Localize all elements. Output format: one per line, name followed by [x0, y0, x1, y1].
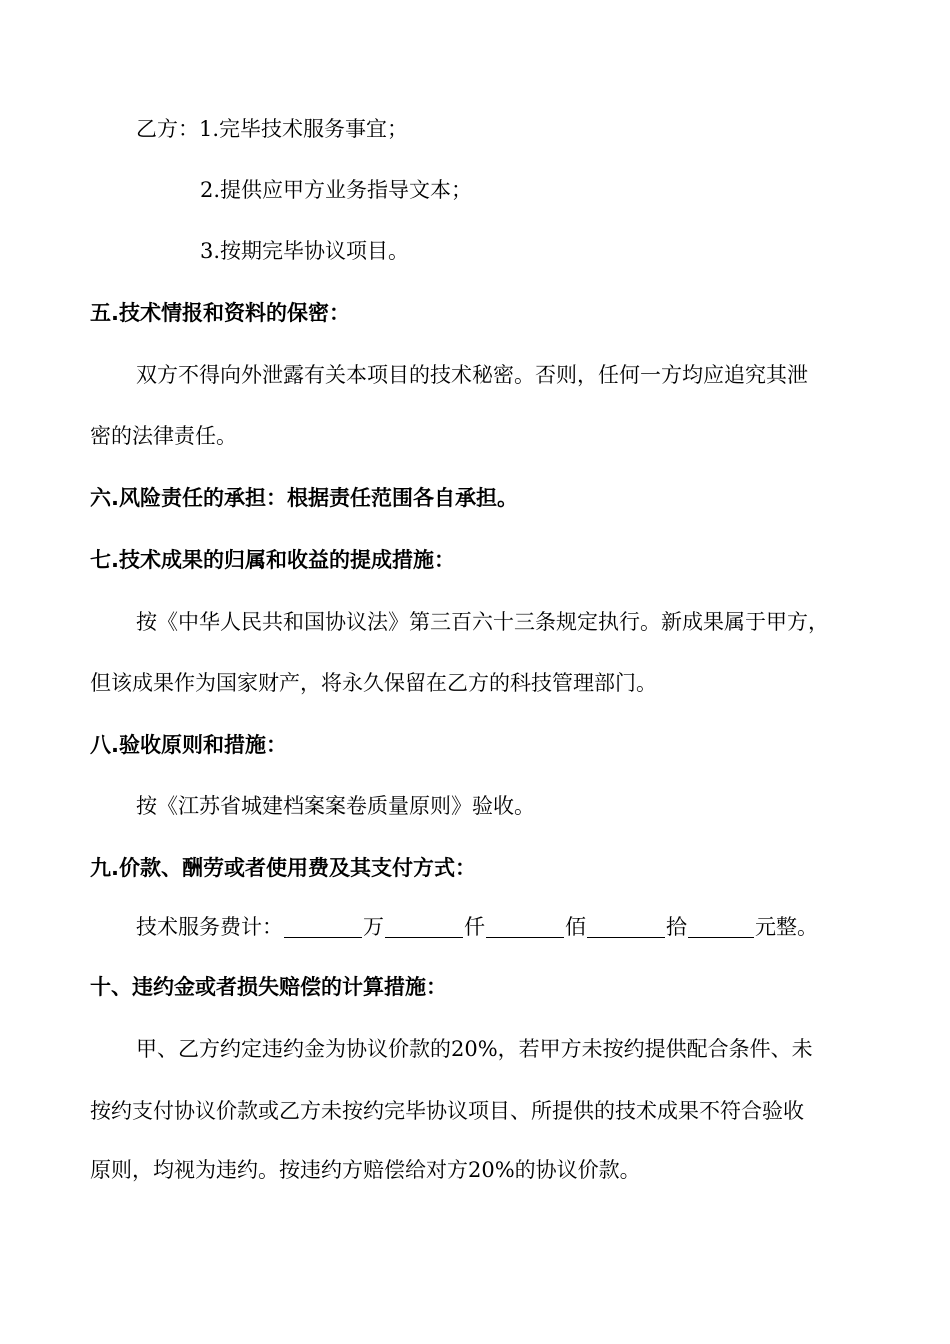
section-7-text-2: 但该成果作为国家财产，将永久保留在乙方的科技管理部门。 — [90, 671, 657, 695]
fee-prefix: 技术服务费计： — [136, 915, 283, 939]
fee-blank-qian — [385, 915, 463, 938]
section-5-text-1: 双方不得向外泄露有关本项目的技术秘密。否则，任何一方均应追究其泄 — [136, 363, 808, 387]
fee-blank-bai — [486, 915, 564, 938]
section-7-text-1: 按《中华人民共和国协议法》第三百六十三条规定执行。新成果属于甲方， — [136, 610, 829, 634]
party-b-duty-2: 2.提供应甲方业务指导文本； — [200, 178, 473, 202]
fee-unit-wan: 万 — [363, 915, 384, 939]
section-8-heading: 八.验收原则和措施： — [90, 733, 287, 757]
section-9-heading: 九.价款、酬劳或者使用费及其支付方式： — [90, 856, 476, 880]
party-b-duty-1: 乙方：1.完毕技术服务事宜； — [136, 117, 409, 141]
party-b-duty-3: 3.按期完毕协议项目。 — [200, 239, 410, 263]
section-7-heading: 七.技术成果的归属和收益的提成措施： — [90, 548, 455, 572]
fee-blank-shi — [587, 915, 665, 938]
section-8-text: 按《江苏省城建档案案卷质量原则》验收。 — [136, 794, 535, 818]
fee-line — [136, 912, 818, 942]
section-10-text-3: 原则，均视为违约。按违约方赔偿给对方20%的协议价款。 — [90, 1158, 641, 1182]
fee-blank-yuan — [688, 915, 754, 938]
fee-unit-qian: 仟 — [464, 915, 485, 939]
fee-unit-bai: 佰 — [565, 915, 586, 939]
section-6-heading: 六.风险责任的承担：根据责任范围各自承担。 — [90, 486, 518, 510]
fee-blank-wan — [284, 915, 362, 938]
section-10-text-1: 甲、乙方约定违约金为协议价款的20%，若甲方未按约提供配合条件、未 — [136, 1037, 813, 1061]
section-5-heading: 五.技术情报和资料的保密： — [90, 301, 350, 325]
section-10-text-2: 按约支付协议价款或乙方未按约完毕协议项目、所提供的技术成果不符合验收 — [90, 1099, 804, 1123]
section-10-heading: 十、违约金或者损失赔偿的计算措施： — [90, 975, 447, 999]
fee-unit-yuan: 元整。 — [755, 915, 818, 939]
fee-unit-shi: 拾 — [666, 915, 687, 939]
section-5-text-2: 密的法律责任。 — [90, 424, 237, 448]
